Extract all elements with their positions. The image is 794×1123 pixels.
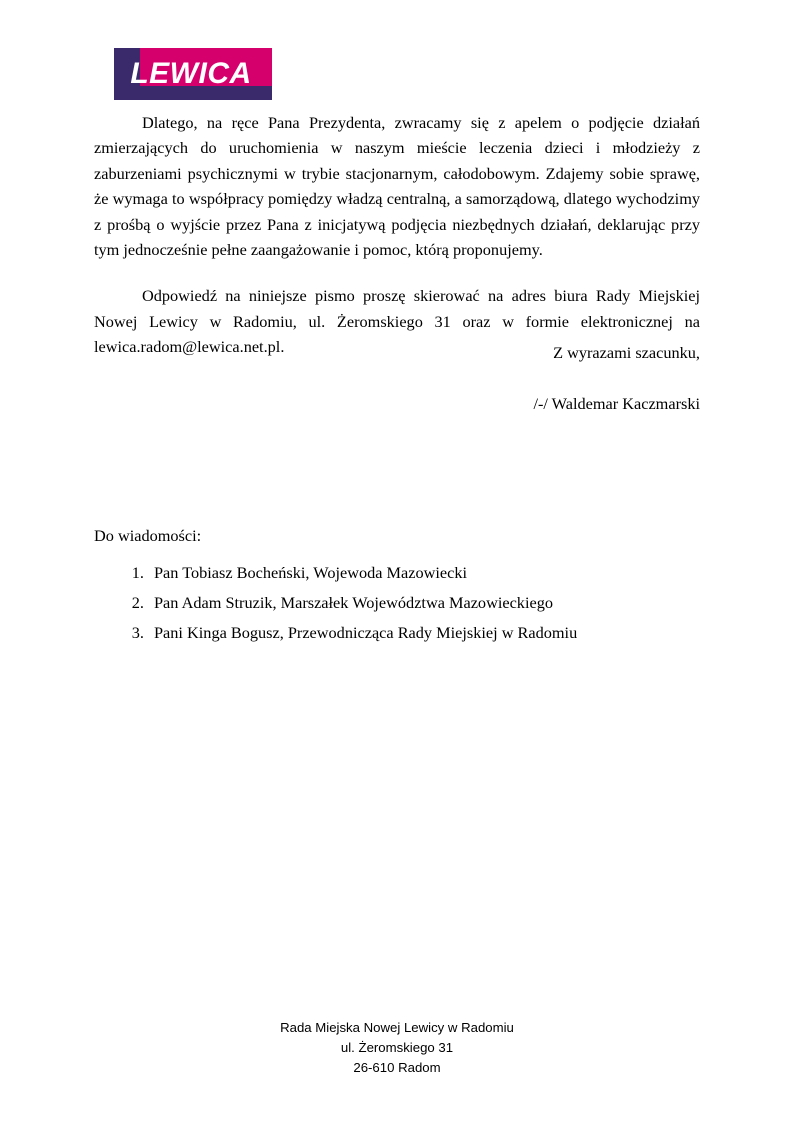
- footer-street: ul. Żeromskiego 31: [340, 1040, 454, 1055]
- list-item: 3. Pani Kinga Bogusz, Przewodnicząca Rady Miejskiej w Radomiu: [148, 618, 738, 648]
- cc-recipient-list: [112, 558, 738, 648]
- page-footer: [0, 1018, 794, 1078]
- signature-line: /-/ Waldemar Kaczmarski: [533, 394, 700, 414]
- footer-city: 26-610 Radom: [353, 1060, 441, 1075]
- letter-paragraph-1: Dlatego, na ręce Pana Prezydenta, zwracamy się z apelem o podjęcie działań zmierzających do uruchomienia w naszym mieście leczenia dzieci i młodzieży z zaburzeniami psychicznymi w trybie stacjonarnym, całodobowym. Zdajemy sobie sprawę, że wymaga to współpracy pomiędzy władzą centralną, a samorządową, dlatego wychodzimy z prośbą o wyjście przez Pana z inicjatywą podjęcia niezbędnych działań, deklarując przy tym jednocześnie pełne zaangażowanie i pomoc, którą proponujemy.: [94, 113, 700, 260]
- list-item: 1. Pan Tobiasz Bocheński, Wojewoda Mazowiecki: [148, 558, 738, 588]
- list-item: 2. Pan Adam Struzik, Marszałek Województwa Mazowieckiego: [148, 588, 738, 618]
- footer-organization: Rada Miejska Nowej Lewicy w Radomiu: [280, 1020, 514, 1035]
- letter-body: [94, 110, 700, 360]
- logo-wordmark: LEWICA: [130, 57, 252, 90]
- closing-phrase: Z wyrazami szacunku,: [553, 343, 700, 362]
- letter-closing-block: [94, 340, 700, 417]
- lewica-logo: [114, 48, 272, 100]
- cc-heading: Do wiadomości:: [94, 526, 202, 545]
- letter-paragraph-2: Odpowiedź na niniejsze pismo proszę skierować na adres biura Rady Miejskiej Nowej Lewicy w Radomiu, ul. Żeromskiego 31 oraz w formie elektronicznej na lewica.radom@lewica.net.pl.: [94, 286, 700, 357]
